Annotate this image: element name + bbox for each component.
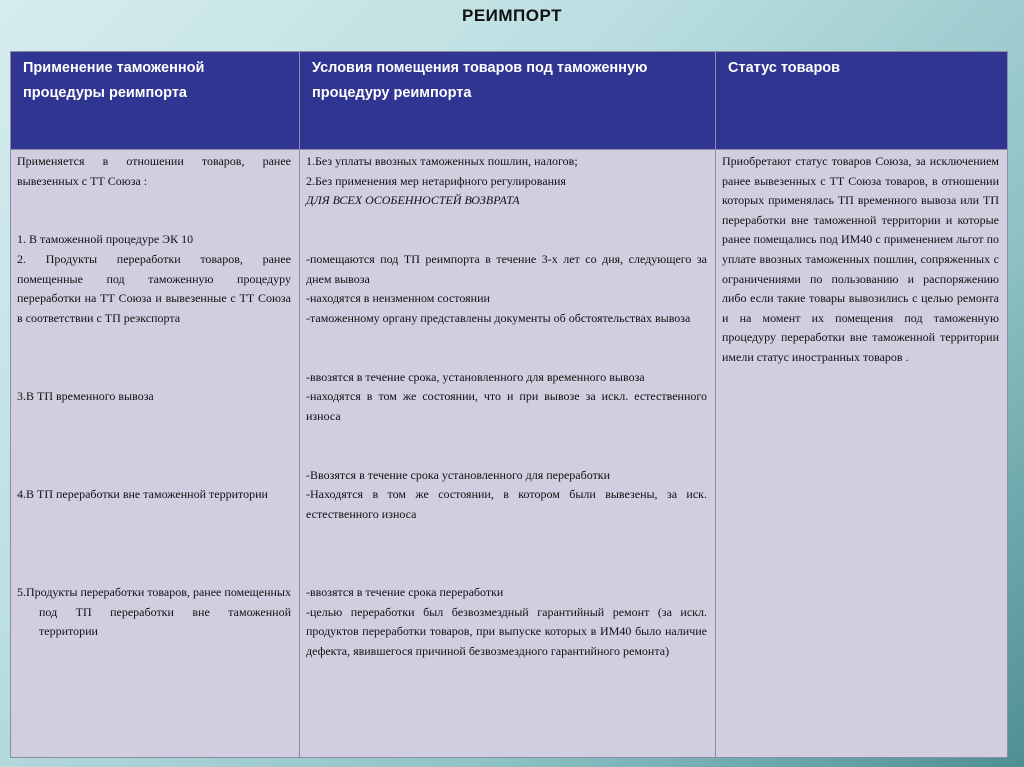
condition-block2-2: -находятся в том же состоянии, что и при вывозе за искл. естественного износа (306, 389, 707, 423)
condition-line-2: 2.Без применения мер нетарифного регулирования (306, 173, 566, 188)
condition-block1-1: -помещаются под ТП реимпорта в течение 3-х лет со дня, следующего за днем вывоза (306, 251, 707, 286)
condition-line-1: 1.Без уплаты ввозных таможенных пошлин, налогов; (306, 154, 578, 168)
header-conditions: Условия помещения товаров под таможенную процедуру реимпорта (300, 52, 716, 150)
application-item-5: 5.Продукты переработки товаров, ранее помещенных под ТП переработки вне таможенной территории (17, 585, 291, 639)
application-item-4: 4.В ТП переработки вне таможенной территории (17, 487, 268, 502)
status-cell (716, 150, 1008, 758)
condition-block4-2: -целью переработки был безвозмездный гарантийный ремонт (за искл. продуктов переработки товаров, при выпуске которых в ИМ40 было наличие дефекта, явившегося причиной безвозмездного гарантийного ремонта) (306, 604, 707, 658)
condition-block1-3: -таможенному органу представлены документы об обстоятельствах вывоза (306, 310, 691, 325)
application-item-1: 1. В таможенной процедуре ЭК 10 (17, 232, 194, 247)
application-item-2: 2. Продукты переработки товаров, ранее помещенные под таможенную процедуру переработки на ТТ Союза и вывезенные с ТТ Союза в соответствии с ТП реэкспорта (17, 251, 291, 325)
status-text: Приобретают статус товаров Союза, за исключением ранее вывезенных с ТТ Союза товаров, в отношении которых применялась ТП временного вывоза или ТП переработки вне таможенной территории и которые ранее помещались под ИМ40 с применением льгот по уплате ввозных таможенных пошлин, сопряженных с ограничениями по пользованию и распоряжению либо если такие товары вывозились с целью ремонта и на момент их помещения под таможенную процедуру переработки вне таможенной территории имели статус иностранных товаров . (722, 154, 999, 364)
condition-block4-1: -ввозятся в течение срока переработки (306, 585, 504, 600)
table-header-row (11, 52, 1008, 150)
table-row (11, 150, 1008, 758)
header-application: Применение таможенной процедуры реимпорта (11, 52, 300, 150)
condition-block2-1: -ввозятся в течение срока, установленного для временного вывоза (306, 369, 645, 384)
application-item-3: 3.В ТП временного вывоза (17, 389, 154, 404)
header-status: Статус товаров (716, 52, 1008, 150)
condition-line-3: ДЛЯ ВСЕХ ОСОБЕННОСТЕЙ ВОЗВРАТА (306, 193, 520, 208)
condition-block3-2: -Находятся в том же состоянии, в котором были вывезены, за иск. естественного износа (306, 487, 707, 521)
condition-block3-1: -Ввозятся в течение срока установленного для переработки (306, 467, 611, 482)
application-intro: Применяется в отношении товаров, ранее вывезенных с ТТ Союза : (17, 154, 291, 188)
reimport-table (10, 51, 1008, 758)
condition-block1-2: -находятся в неизменном состоянии (306, 291, 490, 306)
application-cell (11, 150, 300, 758)
page-title: РЕИМПОРТ (462, 6, 562, 25)
conditions-cell (300, 150, 716, 758)
